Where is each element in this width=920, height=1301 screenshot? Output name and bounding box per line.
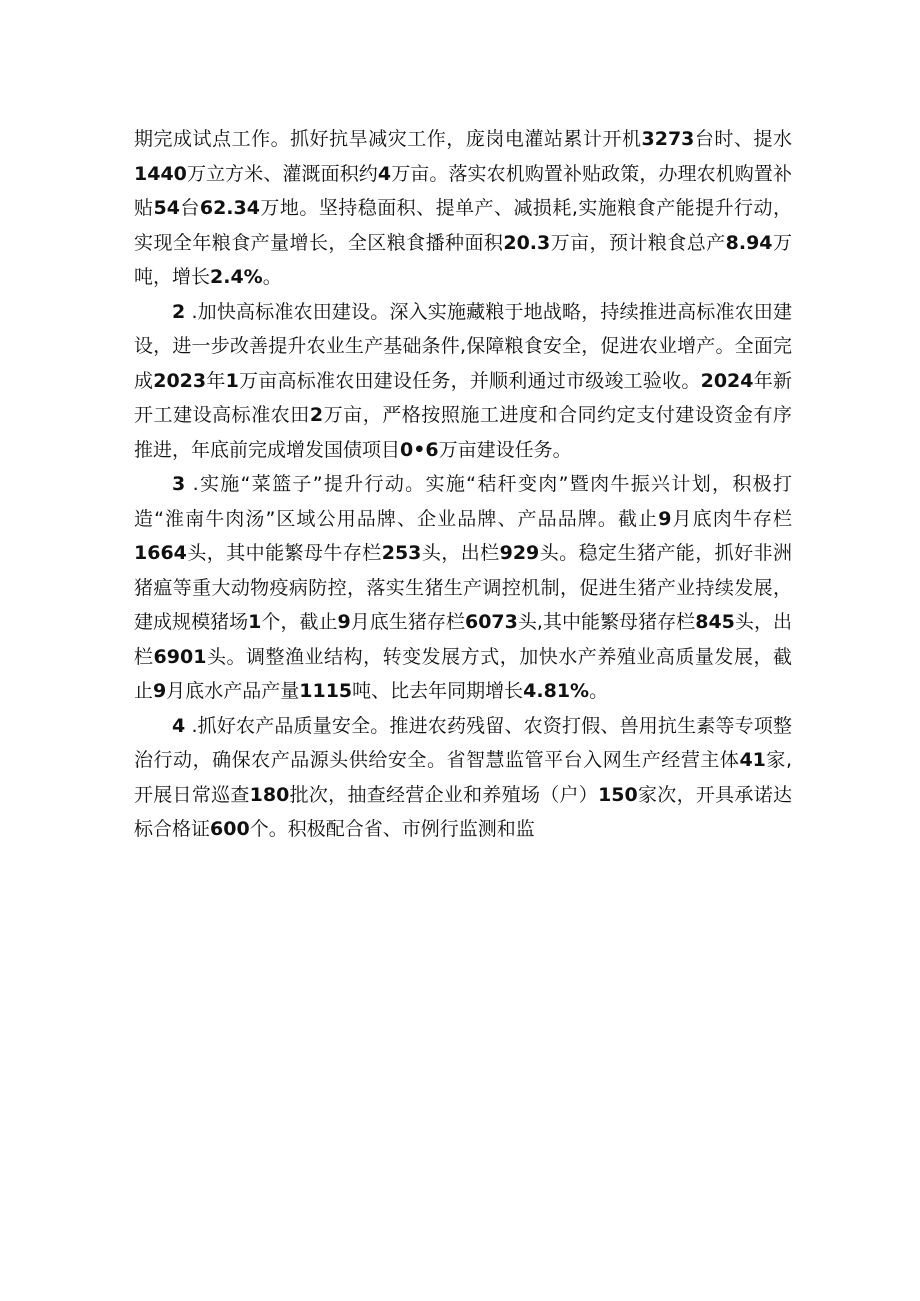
number-run: 2023 <box>153 369 207 392</box>
number-run: 253 <box>381 542 422 564</box>
number-run: 1440 <box>134 162 187 185</box>
number-run: 2.4% <box>210 266 263 288</box>
number-run: 9 <box>658 507 672 530</box>
number-run: 1664 <box>134 542 187 564</box>
number-run: 180 <box>249 783 290 806</box>
number-run: 150 <box>598 783 638 806</box>
number-run: 9 <box>337 611 351 633</box>
number-run: 2024 <box>700 369 754 392</box>
number-run: 1 <box>248 611 262 633</box>
number-run: 9 <box>153 680 167 702</box>
number-run: 1 <box>225 369 239 392</box>
paragraph-2: 2 .加快高标准农田建设。深入实施藏粮于地战略，持续推进高标准农田建设，进一步改善提升农业生产基础条件,保障粮食安全，促进农业增产。全面完成2023年1万亩高标准农田建设任务，并顺利通过市级竣工验收。2024年新开工建设高标准农田2万亩，严格按照施工进度和合同约定支付建设资金有序推进，年底前完成增发国债项目0•6万亩建设任务。 <box>134 300 792 461</box>
number-run: 0•6 <box>400 438 439 461</box>
number-run: 3273 <box>641 128 695 150</box>
number-run: 4.81% <box>523 680 590 702</box>
number-run: 8.94 <box>725 231 773 254</box>
number-run: 600 <box>210 818 250 840</box>
paragraph-4: 4 .抓好农产品质量安全。推进农药残留、农资打假、兽用抗生素等专项整治行动，确保农产品源头供给安全。省智慧监管平台入网生产经营主体41家,开展日常巡查180批次，抽查经营企业和养殖场（户）150家次，开具承诺达标合格证600个。积极配合省、市例行监测和监 <box>134 714 792 840</box>
number-run: 3 <box>172 473 186 495</box>
number-run: 929 <box>499 542 540 564</box>
number-run: 2 <box>309 404 324 426</box>
number-run: 1115 <box>299 680 353 702</box>
number-run: 4 <box>172 714 186 737</box>
number-run: 41 <box>739 749 766 771</box>
number-run: 6073 <box>464 611 518 633</box>
paragraph-1: 期完成试点工作。抓好抗旱减灾工作，庞岗电灌站累计开机3273台时、提水1440万立方米、灌溉面积约4万亩。落实农机购置补贴政策，办理农机购置补贴54台62.34万地。坚持稳面积、提单产、减损耗,实施粮食产能提升行动，实现全年粮食产量增长，全区粮食播种面积20.3万亩，预计粮食总产8.94万吨，增长2.4%。 <box>134 128 792 288</box>
number-run: 845 <box>695 611 735 633</box>
document-body <box>134 122 792 847</box>
number-run: 6901 <box>153 645 207 668</box>
number-run: 2 <box>172 300 186 323</box>
number-run: 20.3 <box>503 231 551 254</box>
number-run: 4 <box>377 162 392 185</box>
number-run: 62.34 <box>199 197 260 219</box>
paragraph-3: 3 .实施“菜篮子”提升行动。实施“秸秆变肉”暨肉牛振兴计划，积极打造“淮南牛肉汤”区域公用品牌、企业品牌、产品品牌。截止9月底肉牛存栏1664头，其中能繁母牛存栏253头，出栏929头。稳定生猪产能，抓好非洲猪瘟等重大动物疫病防控，落实生猪生产调控机制，促进生猪产业持续发展，建成规模猪场1个，截止9月底生猪存栏6073头,其中能繁母猪存栏845头，出栏6901头。调整渔业结构，转变发展方式，加快水产养殖业高质量发展，截止9月底水产品产量1115吨、比去年同期增长4.81%。 <box>134 473 792 702</box>
number-run: 54 <box>153 197 180 219</box>
